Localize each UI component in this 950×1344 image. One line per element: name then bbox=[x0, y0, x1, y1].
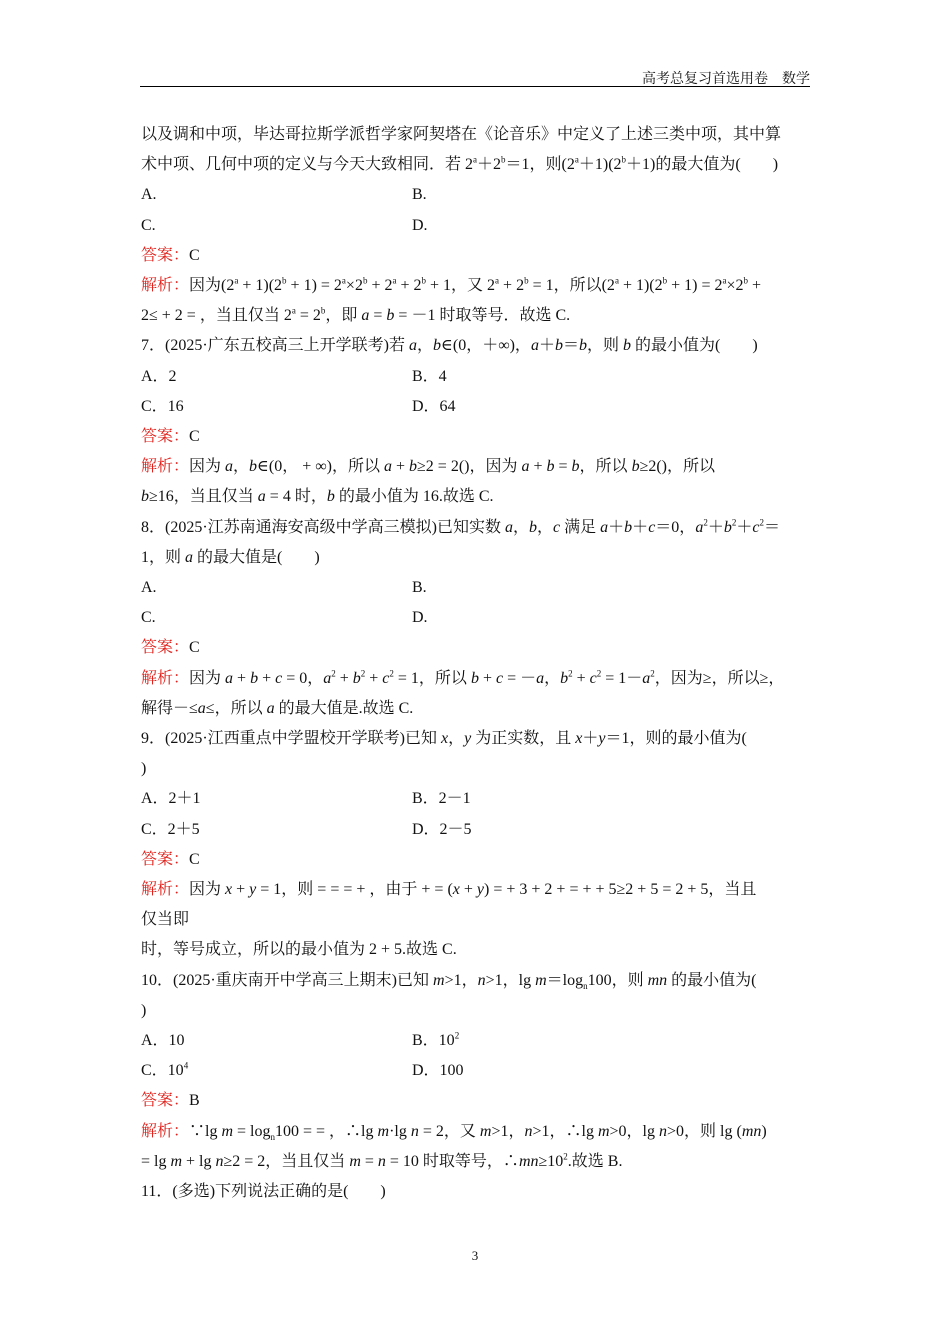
text-run: b bbox=[578, 337, 587, 355]
text-run: ＋ bbox=[582, 730, 599, 747]
text-run: = lg bbox=[141, 1152, 171, 1170]
option-choice bbox=[412, 578, 427, 598]
text-run: a bbox=[341, 275, 346, 286]
text-run: ＝1，则的最小值为( bbox=[605, 730, 747, 747]
text-run: ∵lg bbox=[189, 1122, 222, 1140]
text-run: n bbox=[270, 1131, 275, 1142]
text-run: 2 bbox=[568, 668, 573, 679]
text-run: + 1) = 2 bbox=[667, 277, 723, 294]
text-run: D. bbox=[412, 216, 428, 234]
text-run: ×2 bbox=[726, 277, 744, 294]
text-line bbox=[141, 487, 813, 507]
text-run: >1， bbox=[444, 971, 478, 989]
text-line bbox=[141, 1182, 813, 1202]
text-run: ×2 bbox=[345, 277, 363, 294]
text-run: + 1) = 2 bbox=[286, 277, 342, 294]
text-run: ， bbox=[544, 669, 561, 687]
option-choice bbox=[141, 216, 156, 236]
text-run: + bbox=[233, 669, 251, 687]
text-run: 的最小值为( ) bbox=[630, 337, 758, 355]
text-run: 解得－≤ bbox=[141, 699, 198, 717]
text-run: ＋ bbox=[608, 518, 625, 536]
text-run: ＋1)的最大值为( ) bbox=[626, 156, 779, 174]
option-choice bbox=[141, 185, 157, 205]
text-run: c bbox=[589, 669, 597, 687]
text-run: c bbox=[275, 669, 283, 687]
option-choice bbox=[141, 789, 201, 809]
text-run: = 0， bbox=[282, 669, 324, 687]
text-run: a bbox=[473, 154, 478, 165]
option-choice bbox=[141, 820, 200, 840]
text-run: 时，等号成立，所以的最小值为 2 + 5.故选 C. bbox=[141, 941, 457, 959]
text-run: a bbox=[521, 458, 530, 476]
text-run: n bbox=[583, 980, 588, 991]
text-run: C．2＋5 bbox=[141, 820, 200, 838]
text-run: ) = + 3 + 2 + = + + 5≥2 + 5 = 2 + 5，当且 bbox=[484, 881, 757, 898]
text-run: ， bbox=[233, 458, 250, 476]
text-run: b bbox=[386, 307, 395, 325]
text-run: D．100 bbox=[412, 1062, 464, 1080]
text-line bbox=[141, 518, 813, 538]
text-run: >1，lg bbox=[485, 971, 536, 989]
text-run: b bbox=[624, 518, 633, 536]
section-label: 答案： bbox=[141, 428, 190, 445]
text-run: a bbox=[530, 337, 539, 355]
text-run: C bbox=[189, 428, 200, 445]
text-run: n bbox=[215, 1152, 224, 1170]
section-label: 解析： bbox=[141, 277, 190, 294]
text-run: = bbox=[369, 307, 387, 325]
text-line bbox=[141, 638, 813, 658]
text-line bbox=[141, 910, 813, 930]
text-run: = － bbox=[503, 669, 537, 687]
text-run: b bbox=[560, 669, 569, 687]
text-run: 以及调和中项，毕达哥拉斯学派哲学家阿契塔在《论音乐》中定义了上述三类中项，其中算 bbox=[141, 126, 782, 143]
text-line bbox=[141, 1122, 813, 1142]
text-run: a bbox=[323, 669, 332, 687]
text-run: ＋ bbox=[538, 337, 555, 355]
text-run: = 4 时， bbox=[265, 488, 327, 506]
text-run: A．2 bbox=[141, 367, 177, 385]
text-line bbox=[141, 759, 813, 779]
text-run: b bbox=[621, 154, 627, 165]
text-run: ·lg bbox=[389, 1122, 411, 1140]
text-run: + bbox=[572, 669, 590, 687]
text-run: a bbox=[234, 275, 239, 286]
text-run: 的最小值为( bbox=[667, 971, 757, 989]
text-run: ，则 bbox=[586, 337, 623, 355]
text-run: + lg bbox=[182, 1152, 216, 1170]
text-run: a bbox=[361, 307, 370, 325]
text-line bbox=[141, 971, 813, 991]
text-run: 2 bbox=[731, 517, 737, 528]
option-choice bbox=[412, 789, 471, 809]
text-run: + bbox=[529, 458, 547, 476]
section-label: 解析： bbox=[141, 1122, 190, 1140]
text-run: + 2 bbox=[396, 277, 422, 294]
text-run: m bbox=[349, 1152, 361, 1170]
text-run: b bbox=[546, 458, 555, 476]
text-run: b bbox=[524, 275, 529, 286]
text-run: C．16 bbox=[141, 397, 184, 415]
text-run: + bbox=[365, 669, 383, 687]
text-run: a bbox=[495, 275, 500, 286]
text-run: ) bbox=[141, 1001, 147, 1019]
text-run: b bbox=[470, 669, 479, 687]
option-choice bbox=[141, 608, 156, 628]
section-label: 答案： bbox=[141, 850, 190, 868]
text-line bbox=[141, 880, 813, 900]
text-run: ≥10 bbox=[538, 1152, 564, 1170]
text-run: + bbox=[478, 669, 496, 687]
text-run: 2≤ + 2 = ，当且仅当 2 bbox=[141, 307, 292, 325]
text-run: ＝log bbox=[546, 971, 584, 989]
section-label: 解析： bbox=[141, 669, 190, 687]
text-run: a bbox=[642, 669, 651, 687]
text-run: + 2 bbox=[499, 277, 525, 294]
text-run: B. bbox=[412, 186, 427, 204]
text-run: mn bbox=[741, 1122, 762, 1140]
text-run: n bbox=[377, 1152, 386, 1170]
text-run: ， bbox=[513, 518, 530, 536]
text-run: a bbox=[383, 458, 392, 476]
text-run: B bbox=[189, 1092, 200, 1110]
text-run: b bbox=[249, 458, 258, 476]
text-run: 2 bbox=[389, 668, 394, 679]
option-choice bbox=[412, 820, 472, 840]
text-run: ) bbox=[761, 1122, 767, 1140]
text-run: a bbox=[409, 337, 417, 355]
text-run: B．10 bbox=[412, 1032, 455, 1049]
text-run: ＋2 bbox=[477, 156, 502, 174]
text-run: A. bbox=[141, 186, 157, 204]
text-run: ＋1)(2 bbox=[578, 156, 622, 174]
text-run: C bbox=[189, 850, 200, 868]
text-run: ) bbox=[141, 760, 147, 778]
text-run: ≥2()，所以 bbox=[639, 458, 716, 476]
text-run: 8．(2025·江苏南通海安高级中学高三模拟)已知实数 bbox=[141, 518, 505, 536]
text-run: ＝1，则(2 bbox=[505, 156, 575, 174]
text-run: = 2 bbox=[295, 307, 321, 325]
text-run: 2 bbox=[650, 668, 655, 679]
text-run: x bbox=[575, 730, 583, 747]
text-run: = 1－ bbox=[601, 669, 643, 687]
text-run: a bbox=[505, 518, 513, 536]
option-choice bbox=[412, 397, 456, 417]
text-run: ，所以 bbox=[579, 458, 632, 476]
text-run: b bbox=[743, 275, 749, 286]
text-line bbox=[141, 940, 813, 960]
option-choice bbox=[141, 1061, 188, 1081]
text-line bbox=[141, 1152, 813, 1172]
text-line bbox=[141, 336, 813, 356]
text-run: a bbox=[614, 275, 619, 286]
text-line bbox=[141, 457, 813, 477]
text-run: m bbox=[597, 1122, 610, 1140]
text-run: a bbox=[291, 305, 296, 316]
text-run: 9．(2025·江西重点中学盟校开学联考)已知 bbox=[141, 730, 441, 747]
text-run: x bbox=[441, 730, 449, 747]
text-run: b bbox=[723, 518, 732, 536]
text-run: = 10 时取等号，∴ bbox=[385, 1152, 519, 1170]
text-line bbox=[141, 246, 813, 266]
text-run: 2 bbox=[703, 517, 708, 528]
text-line bbox=[141, 276, 813, 296]
text-run: ＋ bbox=[736, 518, 753, 536]
page-header: 高考总复习首选用卷 数学 bbox=[642, 72, 810, 87]
text-run: B．2－1 bbox=[412, 790, 471, 808]
text-run: ∈(0，＋∞)， bbox=[441, 337, 531, 355]
text-run: b bbox=[250, 669, 259, 687]
section-label: 解析： bbox=[141, 881, 190, 898]
option-choice bbox=[141, 578, 157, 598]
text-run: ， bbox=[417, 337, 434, 355]
text-run: n bbox=[659, 1122, 667, 1140]
text-run: n bbox=[410, 1122, 419, 1140]
text-run: m bbox=[170, 1152, 183, 1170]
option-choice bbox=[412, 1031, 459, 1051]
option-choice bbox=[141, 1031, 185, 1051]
text-run: = 1，所以(2 bbox=[528, 277, 615, 294]
text-run: ，即 bbox=[325, 307, 362, 325]
text-run: b bbox=[282, 275, 287, 286]
text-run: ＋ bbox=[707, 518, 724, 536]
text-run: b bbox=[141, 488, 149, 506]
option-choice bbox=[412, 185, 427, 205]
text-run: >1，∴lg bbox=[532, 1122, 598, 1140]
text-run: 2 bbox=[331, 668, 336, 679]
text-run: b bbox=[362, 275, 368, 286]
text-run: b bbox=[571, 458, 580, 476]
text-run: c bbox=[382, 669, 390, 687]
text-run: ∈(0， + ∞)，所以 bbox=[257, 458, 384, 476]
text-run: b bbox=[421, 275, 427, 286]
text-run: + 1，又 2 bbox=[426, 277, 496, 294]
text-run: = 2，又 bbox=[418, 1122, 480, 1140]
text-run: y bbox=[476, 881, 485, 898]
text-run: + bbox=[459, 881, 477, 898]
text-run: + bbox=[391, 458, 410, 476]
text-run: D．2－5 bbox=[412, 820, 472, 838]
option-choice bbox=[412, 1061, 464, 1081]
text-line bbox=[141, 1001, 813, 1021]
text-line bbox=[141, 1091, 813, 1111]
text-run: B. bbox=[412, 579, 427, 596]
text-run: 为正实数，且 bbox=[471, 730, 576, 747]
text-run: b bbox=[326, 488, 335, 506]
text-run: 满足 bbox=[560, 518, 601, 536]
text-run: ， bbox=[448, 730, 465, 747]
text-run: a bbox=[392, 275, 397, 286]
text-run: C．10 bbox=[141, 1062, 184, 1080]
text-line bbox=[141, 155, 813, 175]
text-run: mn bbox=[518, 1152, 539, 1170]
text-run: 的最小值为 16.故选 C. bbox=[334, 488, 494, 506]
text-run: b bbox=[554, 337, 563, 355]
text-run: 4 bbox=[183, 1060, 189, 1071]
text-run: 2 bbox=[596, 668, 602, 679]
text-run: b bbox=[352, 669, 361, 687]
section-label: 答案： bbox=[141, 246, 190, 264]
text-run: = －1 时取等号．故选 C. bbox=[394, 307, 571, 325]
text-run: b bbox=[622, 337, 631, 355]
text-run: n bbox=[524, 1122, 533, 1140]
text-run: D. bbox=[412, 609, 428, 627]
text-run: + bbox=[258, 669, 276, 687]
header-rule bbox=[140, 86, 810, 87]
text-run: + bbox=[748, 277, 762, 294]
text-run: a bbox=[600, 518, 609, 536]
text-line bbox=[141, 729, 813, 749]
text-run: 100，则 bbox=[587, 971, 648, 989]
text-run: + 1)(2 bbox=[238, 277, 283, 294]
text-run: + 1)(2 bbox=[618, 277, 663, 294]
page-number: 3 bbox=[471, 1248, 479, 1263]
text-run: b bbox=[662, 275, 668, 286]
text-line bbox=[141, 699, 813, 719]
text-run: x bbox=[452, 881, 460, 898]
section-label: 解析： bbox=[141, 458, 190, 476]
text-run: ＝ bbox=[763, 518, 780, 536]
option-choice bbox=[412, 367, 447, 387]
text-run: 因为(2 bbox=[189, 277, 235, 294]
text-run: ， bbox=[537, 518, 554, 536]
text-run: a bbox=[225, 669, 234, 687]
text-run: ≥16，当且仅当 bbox=[149, 488, 258, 506]
text-run: m bbox=[221, 1122, 234, 1140]
text-run: x bbox=[225, 881, 233, 898]
text-line bbox=[141, 850, 813, 870]
text-run: A．2＋1 bbox=[141, 790, 201, 808]
text-run: 10．(2025·重庆南开中学高三上期末)已知 bbox=[141, 971, 433, 989]
text-line bbox=[141, 125, 813, 145]
text-run: b bbox=[631, 458, 640, 476]
text-run: A. bbox=[141, 579, 157, 596]
text-run: B．4 bbox=[412, 367, 447, 385]
text-run: a bbox=[225, 458, 234, 476]
text-run: 7．(2025·广东五校高三上开学联考)若 bbox=[141, 337, 409, 355]
option-choice bbox=[412, 216, 428, 236]
text-run: a bbox=[185, 548, 194, 566]
text-run: ≥2 = 2()，因为 bbox=[417, 458, 522, 476]
section-label: 答案： bbox=[141, 639, 190, 657]
text-run: C. bbox=[141, 216, 156, 234]
text-run: + 2 bbox=[367, 277, 393, 294]
text-run: m bbox=[535, 971, 547, 989]
text-run: D．64 bbox=[412, 397, 456, 415]
text-run: c bbox=[752, 518, 760, 536]
text-run: a bbox=[266, 699, 275, 717]
text-run: a bbox=[722, 275, 727, 286]
text-run: 因为 bbox=[189, 458, 226, 476]
text-run: A．10 bbox=[141, 1032, 185, 1049]
text-run: b bbox=[320, 305, 326, 316]
text-run: = 1，则 = = = + ，由于 + = ( bbox=[256, 881, 453, 898]
text-run: 因为 bbox=[189, 881, 226, 898]
text-run: .故选 B. bbox=[567, 1152, 623, 1170]
option-choice bbox=[412, 608, 428, 628]
text-run: b bbox=[529, 518, 538, 536]
section-label: 答案： bbox=[141, 1092, 190, 1110]
text-run: b bbox=[433, 337, 442, 355]
text-run: 2 bbox=[563, 1151, 568, 1162]
text-run: m bbox=[377, 1122, 390, 1140]
text-run: n bbox=[477, 971, 486, 989]
text-run: 的最大值是( ) bbox=[193, 548, 320, 566]
text-run: c bbox=[553, 518, 561, 536]
text-line bbox=[141, 548, 813, 568]
text-run: = bbox=[360, 1152, 378, 1170]
text-run: >0，则 lg ( bbox=[667, 1122, 742, 1140]
text-run: ＋ bbox=[632, 518, 649, 536]
text-run: y bbox=[464, 730, 472, 747]
text-run: ≤，所以 bbox=[205, 699, 267, 717]
text-run: >1， bbox=[491, 1122, 525, 1140]
text-run: >0，lg bbox=[609, 1122, 659, 1140]
text-run: + bbox=[335, 669, 353, 687]
text-run: C. bbox=[141, 609, 156, 627]
text-run: a bbox=[695, 518, 704, 536]
text-run: a bbox=[257, 488, 266, 506]
text-run: = 1，所以 bbox=[393, 669, 471, 687]
text-run: mn bbox=[647, 971, 668, 989]
text-run: m bbox=[479, 1122, 492, 1140]
option-choice bbox=[141, 397, 184, 417]
text-run: c bbox=[495, 669, 504, 687]
text-run: 11．(多选)下列说法正确的是( ) bbox=[141, 1183, 386, 1200]
text-run: ，因为≥，所以≥， bbox=[654, 669, 785, 687]
text-run: ≥2 = 2，当且仅当 bbox=[223, 1152, 350, 1170]
text-run: c bbox=[648, 518, 656, 536]
text-run: b bbox=[409, 458, 418, 476]
text-run: b bbox=[501, 154, 506, 165]
text-run: + bbox=[232, 881, 250, 898]
text-run: 2 bbox=[454, 1030, 460, 1041]
text-line bbox=[141, 669, 813, 689]
text-run: C bbox=[189, 639, 200, 657]
text-run: 1，则 bbox=[141, 548, 186, 566]
text-run: 术中项、几何中项的定义与今天大致相同．若 2 bbox=[141, 156, 474, 174]
text-run: a bbox=[574, 154, 579, 165]
text-run: C bbox=[189, 246, 200, 264]
text-run: = bbox=[554, 458, 572, 476]
text-run: = log bbox=[233, 1122, 271, 1140]
text-run: m bbox=[433, 971, 445, 989]
text-run: 2 bbox=[759, 517, 764, 528]
text-run: ＝0， bbox=[655, 518, 696, 536]
text-run: 的最大值是.故选 C. bbox=[274, 699, 414, 717]
text-run: 因为 bbox=[189, 669, 226, 687]
text-run: a bbox=[197, 699, 206, 717]
text-run: y bbox=[249, 881, 257, 898]
text-run: y bbox=[598, 730, 606, 747]
text-run: ＝ bbox=[562, 337, 579, 355]
text-run: 2 bbox=[360, 668, 366, 679]
text-line bbox=[141, 306, 813, 326]
text-run: 100 = = ，∴lg bbox=[275, 1122, 378, 1140]
text-run: a bbox=[536, 669, 545, 687]
text-run: 仅当即 bbox=[141, 911, 190, 929]
text-line bbox=[141, 427, 813, 447]
option-choice bbox=[141, 367, 177, 387]
